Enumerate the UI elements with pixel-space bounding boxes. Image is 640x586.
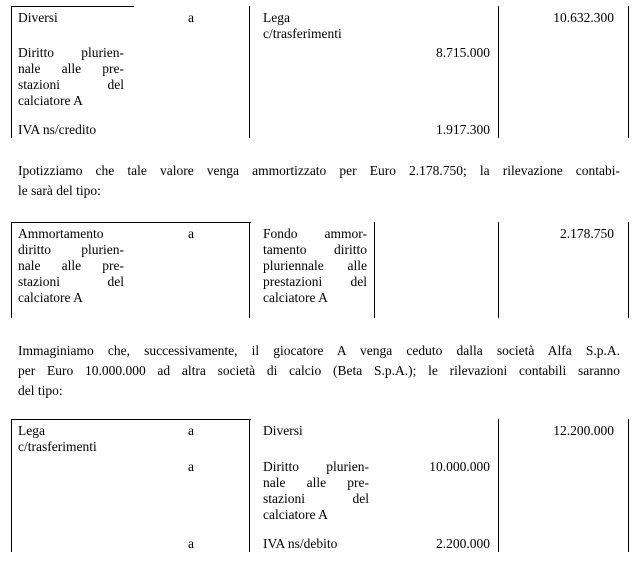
account-line: nale alle pre- bbox=[263, 475, 369, 490]
credit-account-line: pluriennale alle bbox=[263, 258, 367, 273]
table-rule bbox=[628, 222, 629, 318]
account-line: nale alle pre- bbox=[18, 61, 124, 76]
a-label: a bbox=[188, 226, 194, 241]
paragraph-line: Ipotizziamo che tale valore venga ammortizzato per Euro 2.178.750; la rilevazione contabi- bbox=[18, 163, 620, 178]
credit-account-line: Lega bbox=[263, 10, 290, 25]
paragraph-line: Immaginiamo che, successivamente, il giocatore A venga ceduto dalla società Alfa S.p.A. bbox=[18, 343, 620, 358]
debit-account: Diversi bbox=[18, 10, 58, 25]
table-rule bbox=[628, 6, 629, 138]
account-line: Diritto plurien- bbox=[18, 45, 124, 60]
credit-account: Diversi bbox=[263, 423, 303, 438]
table-rule bbox=[11, 6, 12, 138]
credit-account-line: calciatore A bbox=[263, 290, 328, 305]
a-label: a bbox=[188, 423, 194, 438]
table-rule bbox=[249, 6, 250, 138]
debit-account-line: Lega bbox=[18, 423, 45, 438]
total-amount: 2.178.750 bbox=[560, 226, 614, 241]
table-rule bbox=[498, 6, 499, 138]
table-rule bbox=[249, 222, 250, 318]
line-amount: 1.917.300 bbox=[436, 122, 490, 137]
account-line: IVA ns/credito bbox=[18, 122, 97, 137]
account-line: IVA ns/debito bbox=[263, 536, 338, 551]
credit-account-line: c/trasferimenti bbox=[263, 26, 342, 41]
table-rule bbox=[249, 419, 250, 552]
total-amount: 10.632.300 bbox=[553, 10, 614, 25]
total-amount: 12.200.000 bbox=[553, 423, 614, 438]
table-rule bbox=[498, 222, 499, 318]
line-amount: 2.200.000 bbox=[436, 536, 490, 551]
line-amount: 8.715.000 bbox=[436, 45, 490, 60]
debit-account-line: Ammortamento bbox=[18, 226, 104, 241]
account-line: stazioni del bbox=[18, 77, 124, 92]
debit-account-line: diritto plurien- bbox=[18, 242, 124, 257]
credit-account-line: prestazioni del bbox=[263, 274, 367, 289]
line-amount: 10.000.000 bbox=[429, 459, 490, 474]
debit-account-line: nale alle pre- bbox=[18, 258, 124, 273]
table-rule bbox=[11, 419, 12, 552]
table-rule bbox=[11, 419, 251, 420]
table-rule bbox=[11, 222, 251, 223]
table-rule bbox=[11, 6, 134, 7]
account-line: calciatore A bbox=[18, 93, 83, 108]
debit-account-line: calciatore A bbox=[18, 290, 83, 305]
a-label: a bbox=[188, 536, 194, 551]
credit-account-line: Fondo ammor- bbox=[263, 226, 367, 241]
account-line: calciatore A bbox=[263, 507, 328, 522]
account-line: Diritto plurien- bbox=[263, 459, 369, 474]
debit-account-line: stazioni del bbox=[18, 274, 124, 289]
a-label: a bbox=[188, 10, 194, 25]
paragraph-line: del tipo: bbox=[18, 383, 63, 398]
a-label: a bbox=[188, 459, 194, 474]
table-rule bbox=[498, 419, 499, 552]
credit-account-line: tamento diritto bbox=[263, 242, 367, 257]
table-rule bbox=[11, 222, 12, 318]
account-line: stazioni del bbox=[263, 491, 369, 506]
paragraph-line: le sarà del tipo: bbox=[18, 183, 101, 198]
table-rule bbox=[374, 222, 375, 318]
debit-account-line: c/trasferimenti bbox=[18, 439, 97, 454]
paragraph-line: per Euro 10.000.000 ad altra società di calcio (Beta S.p.A.); le rilevazioni contabili saranno bbox=[18, 363, 620, 378]
table-rule bbox=[628, 419, 629, 552]
